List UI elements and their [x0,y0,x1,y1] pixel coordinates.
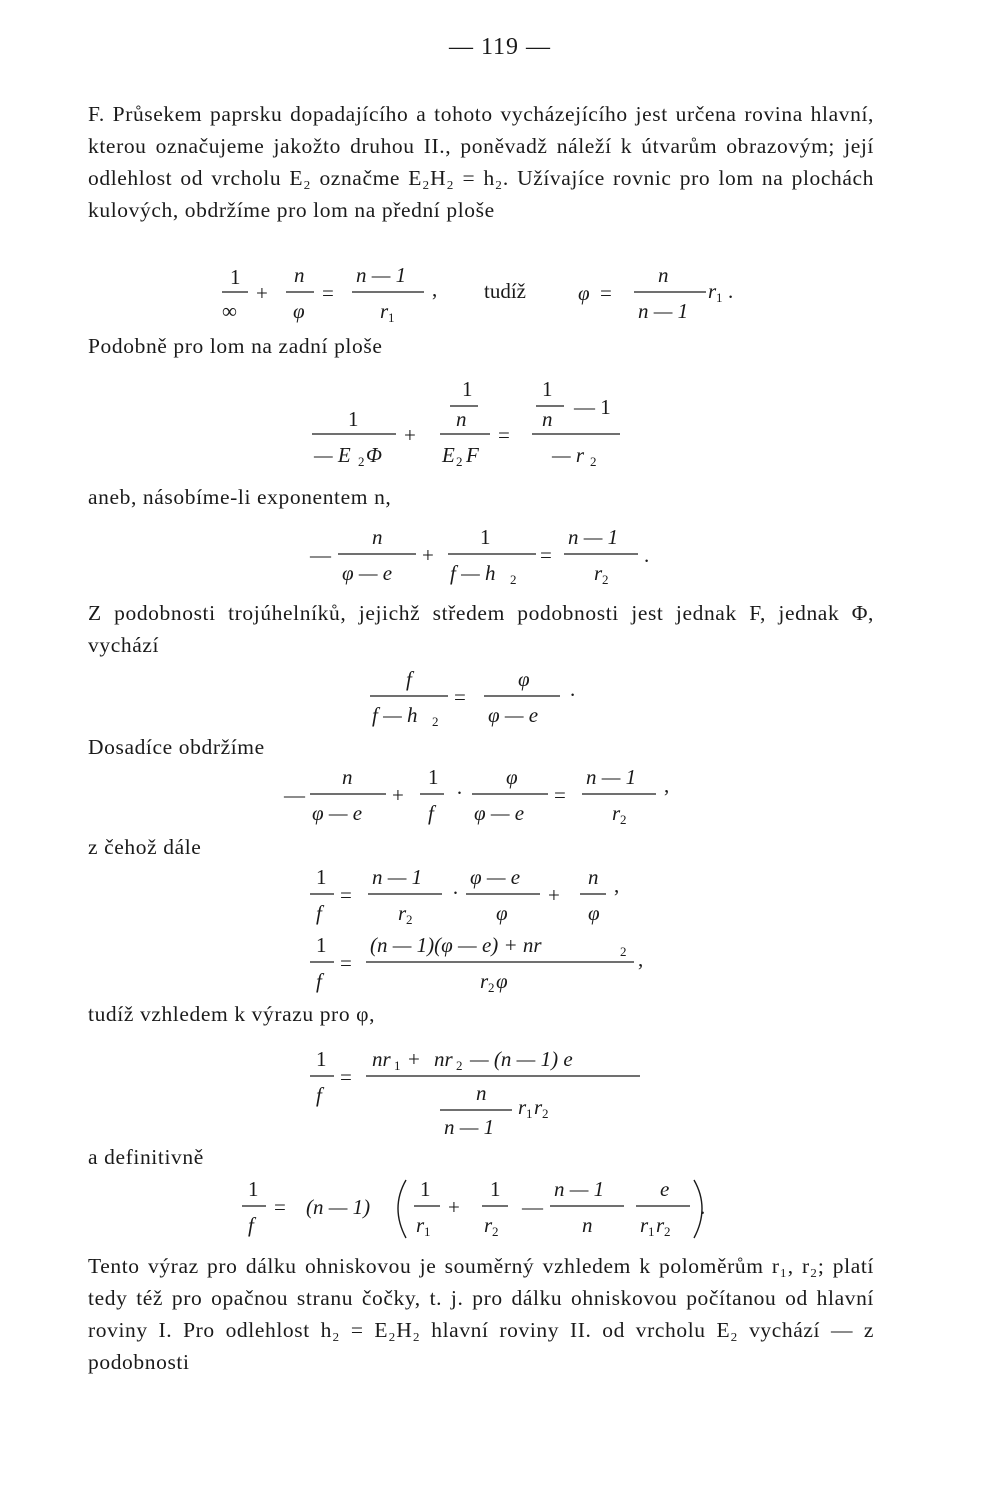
svg-text:—: — [522,1195,543,1219]
svg-text:,: , [638,947,644,971]
svg-text:n — 1: n — 1 [568,525,619,549]
svg-text:1: 1 [428,765,439,789]
svg-text:.: . [644,543,650,567]
svg-text:nr: nr [434,1047,453,1071]
svg-text:,: , [432,277,438,301]
svg-text:2: 2 [492,1224,499,1239]
svg-text:1: 1 [230,265,241,289]
svg-text:1: 1 [420,1177,431,1201]
svg-text:1: 1 [480,525,491,549]
svg-text:·: · [456,781,463,805]
svg-text:+: + [392,783,404,807]
svg-text:2: 2 [358,454,365,469]
svg-text:φ: φ [588,901,600,925]
svg-text:n: n [542,407,553,431]
svg-text:φ: φ [496,969,508,993]
svg-text:f: f [316,1083,322,1107]
paragraph-substitution: Dosadíce obdržíme [88,735,265,759]
svg-text:f: f [428,801,434,825]
svg-text:r: r [656,1213,665,1237]
svg-text:— r: — r [552,443,585,467]
svg-text:.: . [570,677,576,701]
svg-text:1: 1 [716,290,723,305]
svg-text:2: 2 [488,980,495,995]
paragraph-definitive: a definitivně [88,1145,204,1169]
svg-text:·: · [452,881,459,905]
svg-text:2: 2 [620,944,627,959]
svg-text:r: r [640,1213,649,1237]
svg-text:2: 2 [664,1224,671,1239]
svg-text:f — h: f — h [372,703,418,727]
equation-final [236,1170,736,1246]
svg-text:1: 1 [648,1224,655,1239]
svg-text:1: 1 [248,1177,259,1201]
svg-text:2: 2 [456,1058,463,1073]
svg-text:=: = [274,1195,286,1219]
paragraph-similarity [88,597,874,661]
svg-text:=: = [322,281,334,305]
equation-multiplied [300,520,680,592]
svg-text:— (n — 1) e: — (n — 1) e [470,1047,573,1071]
svg-text:e: e [660,1177,670,1201]
svg-text:.: . [700,1195,706,1219]
equation-step-two [304,928,664,998]
svg-text:n — 1: n — 1 [444,1115,495,1139]
svg-text:Φ: Φ [366,443,382,467]
paragraph-back-surface: Podobně pro lom na zadní ploše [88,334,383,358]
svg-text:n — 1: n — 1 [586,765,637,789]
svg-text:r: r [534,1095,543,1119]
svg-text:+: + [422,543,434,567]
svg-text:n: n [582,1213,593,1237]
svg-text:1: 1 [316,1047,327,1071]
svg-text:n — 1: n — 1 [638,299,689,323]
svg-text:F: F [466,443,479,467]
svg-text:φ: φ [496,901,508,925]
equation-similarity [360,664,600,734]
svg-text:1: 1 [394,1058,401,1073]
svg-text:+: + [256,281,268,305]
svg-text:r: r [708,279,717,303]
svg-text:+: + [548,883,560,907]
svg-text:n: n [372,525,383,549]
svg-text:n: n [588,865,599,889]
svg-text:=: = [340,883,352,907]
svg-text:r: r [480,969,489,993]
svg-text:(n — 1)(φ — e) + nr: (n — 1)(φ — e) + nr [370,933,542,957]
page-number: — 119 — [448,34,552,60]
svg-text:2: 2 [456,454,463,469]
svg-text:1: 1 [490,1177,501,1201]
svg-text:n: n [294,263,305,287]
svg-text:— E: — E [314,443,351,467]
svg-text:r: r [380,299,389,323]
svg-text:=: = [554,783,566,807]
svg-text:f: f [406,667,412,691]
svg-text:1: 1 [542,377,553,401]
svg-text:2: 2 [620,812,627,827]
svg-text:φ — e: φ — e [474,801,525,825]
svg-text:f: f [316,901,322,925]
svg-text:φ — e: φ — e [470,865,521,889]
paragraph-multiply: aneb, násobíme-li exponentem n, [88,485,392,509]
svg-text:2: 2 [510,572,517,587]
svg-text:φ: φ [518,667,530,691]
svg-text:,: , [664,773,670,797]
paragraph-similarity-text: Z podobnosti trojúhelníků, jejichž středem podobnosti jest jednak F, jednak Φ, vychází [88,601,874,657]
svg-text:n: n [658,263,669,287]
svg-text:n: n [476,1081,487,1105]
svg-text:=: = [340,1065,352,1089]
svg-text:—: — [284,783,305,807]
svg-text:r: r [594,561,603,585]
paragraph-conclusion [88,1250,874,1378]
svg-text:2: 2 [602,572,609,587]
svg-text:2: 2 [406,912,413,927]
svg-text:E: E [442,443,455,467]
svg-text:,: , [614,873,620,897]
svg-text:n: n [456,407,467,431]
svg-text:φ: φ [578,281,590,305]
svg-text:r: r [612,801,621,825]
svg-text:n — 1: n — 1 [356,263,407,287]
svg-text:+: + [408,1047,420,1071]
svg-text:1: 1 [316,933,327,957]
equation-step-three [304,1042,664,1142]
svg-text:φ — e: φ — e [342,561,393,585]
svg-text:f: f [316,969,322,993]
svg-text:f: f [248,1213,254,1237]
svg-text:.: . [728,279,734,303]
equation-back-surface [300,374,640,474]
svg-text:=: = [600,281,612,305]
svg-text:=: = [454,685,466,709]
svg-text:φ — e: φ — e [312,801,363,825]
svg-text:=: = [540,543,552,567]
svg-text:1: 1 [424,1224,431,1239]
svg-text:1: 1 [316,865,327,889]
svg-text:n — 1: n — 1 [554,1177,605,1201]
tudiz-word: tudíž [484,279,526,303]
equation-step-one [304,860,664,930]
svg-text:r: r [484,1213,493,1237]
svg-text:n — 1: n — 1 [372,865,423,889]
paragraph-further: z čehož dále [88,835,202,859]
paragraph-intro-text: F. Průsekem paprsku dopadajícího a tohoto vycházejícího jest určena rovina hlavní, kterou označujeme jakožto druhou II., poněvadž náleží k útvarům obrazovým; její odlehlost od vrcholu E₂ označme E₂H₂ = h₂. Užívajíce rovnic pro lom na plochách kulových, obdržíme pro lom na přední ploše [88,102,874,222]
svg-text:r: r [416,1213,425,1237]
svg-text:r: r [398,901,407,925]
svg-text:φ: φ [506,765,518,789]
svg-text:1: 1 [388,310,395,325]
svg-text:φ: φ [293,299,305,323]
svg-text:nr: nr [372,1047,391,1071]
svg-text:φ — e: φ — e [488,703,539,727]
svg-text:f — h: f — h [450,561,496,585]
svg-text:— 1: — 1 [574,395,611,419]
svg-text:1: 1 [462,377,473,401]
svg-text:∞: ∞ [222,299,237,323]
paragraph-conclusion-text: Tento výraz pro dálku ohniskovou je souměrný vzhledem k poloměrům r₁, r₂; platí tedy též pro opačnou stranu čočky, t. j. pro dálku ohniskovou počítanou od hlavní roviny I. Pro odlehlost h₂ = E₂H₂ hlavní roviny II. od vrcholu E₂ vychází — z podobnosti [88,1254,874,1374]
svg-text:n: n [342,765,353,789]
svg-text:=: = [340,951,352,975]
svg-text:2: 2 [432,714,439,729]
equation-front-surface [210,256,790,332]
svg-text:1: 1 [526,1106,533,1121]
equation-substituted [278,760,698,832]
svg-text:+: + [448,1195,460,1219]
paragraph-phi: tudíž vzhledem k výrazu pro φ, [88,1002,376,1026]
svg-text:r: r [518,1095,527,1119]
svg-text:2: 2 [542,1106,549,1121]
svg-text:=: = [498,423,510,447]
svg-text:(n — 1): (n — 1) [306,1195,371,1219]
svg-text:1: 1 [348,407,359,431]
svg-text:—: — [310,543,331,567]
svg-text:+: + [404,423,416,447]
svg-text:2: 2 [590,454,597,469]
paragraph-intro [88,98,874,226]
